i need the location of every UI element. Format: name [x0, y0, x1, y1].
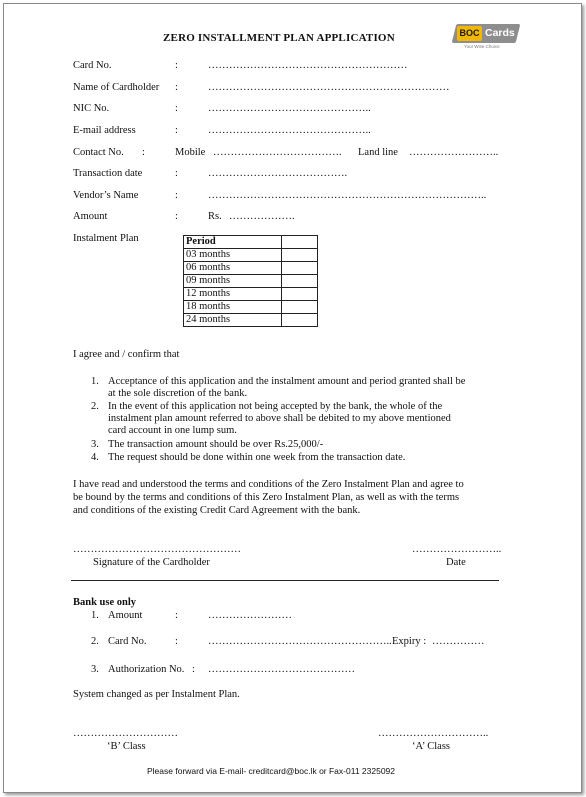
bank-amount-field[interactable]: ……………………	[208, 610, 292, 621]
cardholder-name-field[interactable]: ……………………………………………………………	[208, 82, 450, 93]
footer-contact-note: Please forward via E-mail- creditcard@boc.lk or Fax-011 2325092	[147, 766, 395, 776]
bank-card-no-label: Card No.	[108, 636, 147, 647]
clause-text-line: card account in one lump sum.	[108, 425, 237, 436]
transaction-date-label: Transaction date	[73, 168, 143, 179]
amount-field[interactable]: ……………….	[229, 211, 295, 222]
period-option-label: 18 months	[184, 301, 282, 314]
instalment-plan-label: Instalment Plan	[73, 233, 139, 244]
period-row	[184, 262, 318, 275]
transaction-date-colon: :	[175, 168, 178, 179]
authorization-colon: :	[192, 664, 195, 675]
declaration-line: I have read and understood the terms and conditions of the Zero Instalment Plan and agree to	[73, 479, 464, 490]
clause-number: 4.	[91, 452, 99, 463]
bank-item-number: 3.	[91, 664, 99, 675]
logo-tagline: Your Wise Choice	[464, 44, 500, 49]
logo-mark: BOC	[457, 26, 482, 41]
period-option-checkbox[interactable]	[282, 249, 318, 262]
bank-amount-label: Amount	[108, 610, 143, 621]
period-option-label: 09 months	[184, 275, 282, 288]
clause-text-line: In the event of this application not being accepted by the bank, the whole of the	[108, 401, 443, 412]
vendor-name-colon: :	[175, 190, 178, 201]
contact-no-colon: :	[142, 147, 145, 158]
clause-number: 1.	[91, 376, 99, 387]
clause-text-line: instalment plan amount referred to above shall be debited to my above mentioned	[108, 413, 451, 424]
card-no-field[interactable]: …………………………………………………	[208, 60, 408, 71]
period-option-label: 12 months	[184, 288, 282, 301]
bank-item-number: 2.	[91, 636, 99, 647]
bank-amount-colon: :	[175, 610, 178, 621]
amount-currency: Rs.	[208, 211, 222, 222]
logo-name: Cards	[485, 27, 515, 39]
period-option-checkbox[interactable]	[282, 288, 318, 301]
mobile-label: Mobile	[175, 147, 206, 158]
clause-number: 3.	[91, 439, 99, 450]
landline-field[interactable]: ……………………..	[409, 147, 499, 158]
bank-use-heading: Bank use only	[73, 597, 137, 608]
a-class-signature-field[interactable]: …………………………..	[378, 728, 489, 739]
date-label: Date	[446, 557, 466, 568]
period-row	[184, 288, 318, 301]
clause-text-line: The transaction amount should be over Rs.25,000/-	[108, 439, 324, 450]
clause-text-line: Acceptance of this application and the instalment amount and period granted shall be	[108, 376, 466, 387]
period-option-checkbox[interactable]	[282, 301, 318, 314]
declaration-line: and conditions of the existing Credit Card Agreement with the bank.	[73, 505, 361, 516]
expiry-label: Expiry :	[392, 636, 427, 647]
period-row	[184, 275, 318, 288]
period-table-header-row	[184, 236, 318, 249]
form-title: ZERO INSTALLMENT PLAN APPLICATION	[163, 32, 395, 44]
period-option-label: 06 months	[184, 262, 282, 275]
transaction-date-field[interactable]: ………………………………….	[208, 168, 348, 179]
cardholder-name-colon: :	[175, 82, 178, 93]
nic-no-colon: :	[175, 103, 178, 114]
amount-colon: :	[175, 211, 178, 222]
period-option-checkbox[interactable]	[282, 314, 318, 327]
email-label: E-mail address	[73, 125, 136, 136]
email-field[interactable]: ………………………………………..	[208, 125, 371, 136]
nic-no-field[interactable]: ………………………………………..	[208, 103, 371, 114]
period-option-checkbox[interactable]	[282, 275, 318, 288]
period-option-label: 24 months	[184, 314, 282, 327]
period-option-checkbox[interactable]	[282, 262, 318, 275]
cardholder-name-label: Name of Cardholder	[73, 82, 160, 93]
mobile-field[interactable]: ……………………………….	[213, 147, 342, 158]
email-colon: :	[175, 125, 178, 136]
declaration-line: be bound by the terms and conditions of this Zero Instalment Plan, as well as with the terms	[73, 492, 460, 503]
nic-no-label: NIC No.	[73, 103, 110, 114]
clause-text-line: at the sole discretion of the bank.	[108, 388, 248, 399]
bank-card-no-field[interactable]: ……………………………………………..	[208, 636, 392, 647]
period-row	[184, 249, 318, 262]
period-header: Period	[184, 236, 282, 249]
a-class-label: ‘A’ Class	[412, 741, 451, 752]
agreement-intro: I agree and / confirm that	[73, 349, 180, 360]
card-no-colon: :	[175, 60, 178, 71]
section-divider	[71, 580, 499, 581]
clause-text-line: The request should be done within one week from the transaction date.	[108, 452, 406, 463]
system-change-note: System changed as per Instalment Plan.	[73, 689, 240, 700]
clause-number: 2.	[91, 401, 99, 412]
b-class-signature-field[interactable]: …………………………	[73, 728, 178, 739]
period-option-label: 03 months	[184, 249, 282, 262]
signature-label: Signature of the Cardholder	[93, 557, 210, 568]
landline-label: Land line	[358, 147, 398, 158]
period-select-header	[282, 236, 318, 249]
amount-label: Amount	[73, 211, 108, 222]
signature-field[interactable]: …………………………………………	[73, 544, 241, 555]
date-field[interactable]: ……………………..	[412, 544, 502, 555]
period-row	[184, 301, 318, 314]
period-row	[184, 314, 318, 327]
vendor-name-label: Vendor’s Name	[73, 190, 139, 201]
vendor-name-field[interactable]: ……………………………………………………………………..	[208, 190, 487, 201]
period-table	[183, 235, 318, 327]
b-class-label: ‘B’ Class	[107, 741, 146, 752]
card-no-label: Card No.	[73, 60, 112, 71]
authorization-field[interactable]: ……………………………………	[208, 664, 355, 675]
bank-item-number: 1.	[91, 610, 99, 621]
authorization-label: Authorization No.	[108, 664, 185, 675]
contact-no-label: Contact No.	[73, 147, 124, 158]
expiry-field[interactable]: ……………	[432, 636, 485, 647]
bank-card-no-colon: :	[175, 636, 178, 647]
boc-cards-logo	[454, 24, 522, 54]
